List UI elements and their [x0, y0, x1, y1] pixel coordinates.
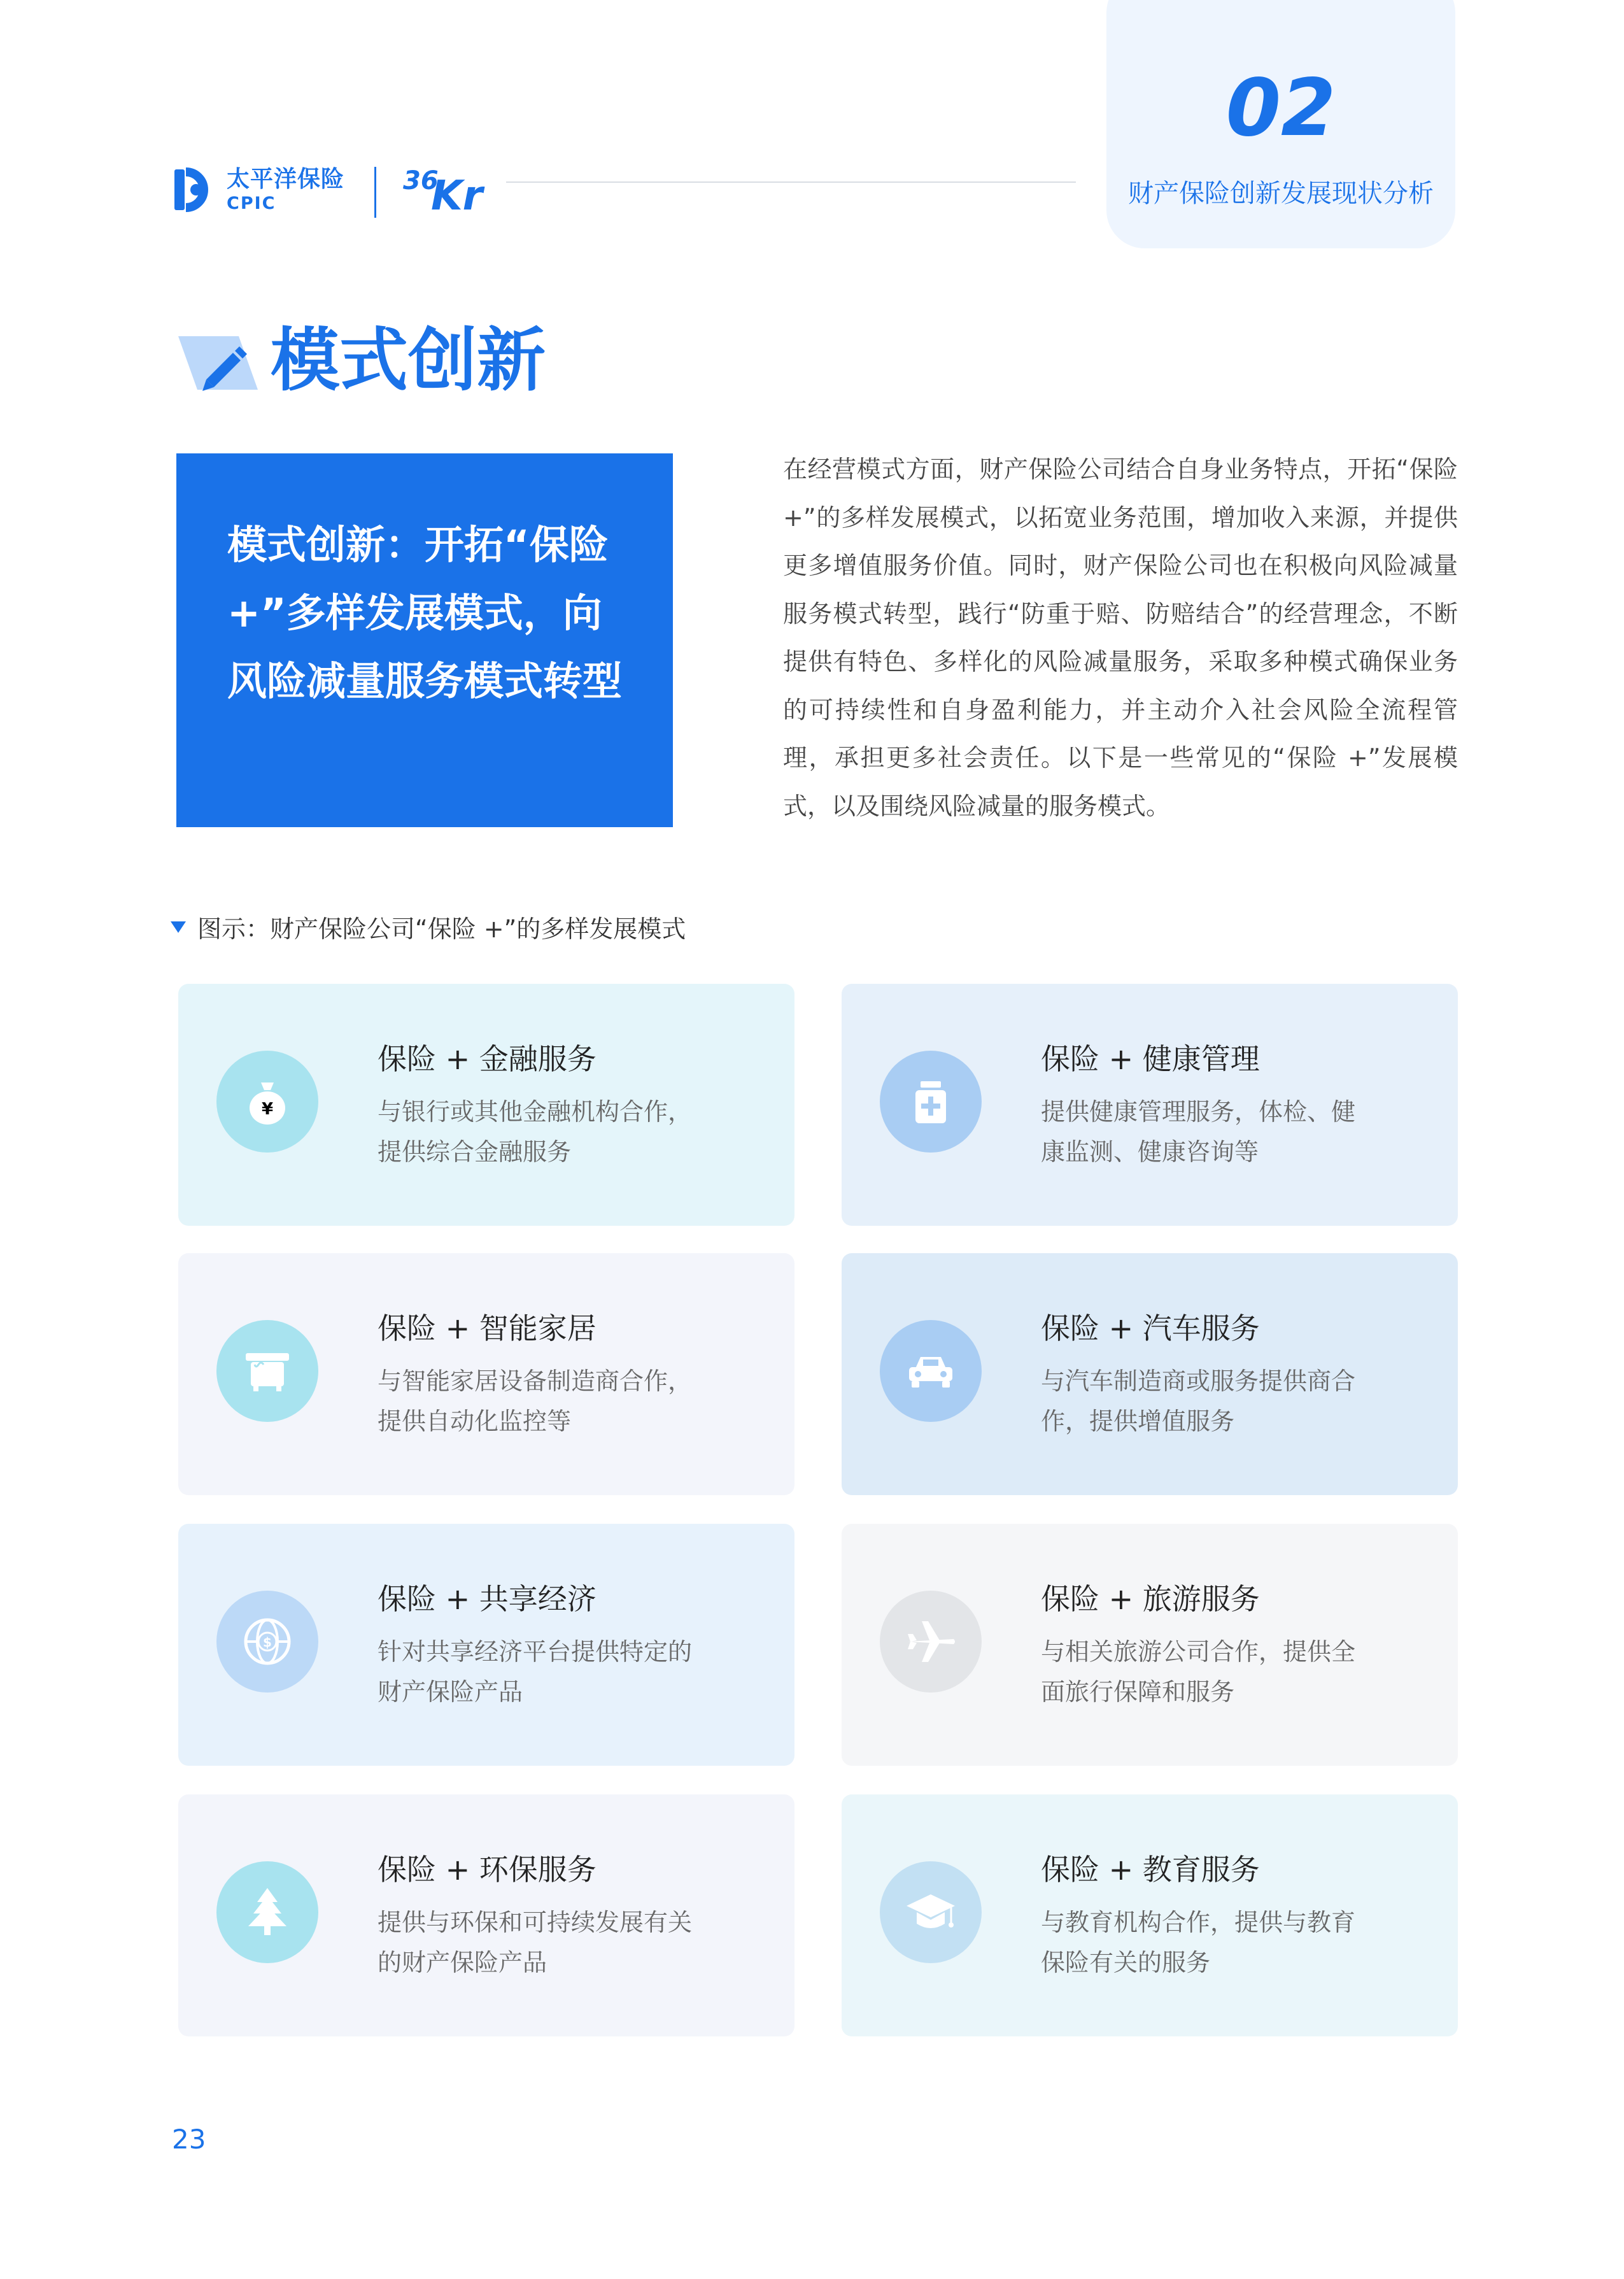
- card-description: 提供健康管理服务，体检、健康监测、健康咨询等: [1041, 1098, 1356, 1166]
- summary-text: 模式创新：开拓“保险 +”多样发展模式，向风险减量服务模式转型: [227, 522, 623, 704]
- card-description: 与教育机构合作，提供与教育保险有关的服务: [1041, 1908, 1356, 1977]
- cpic-logo: [172, 167, 344, 213]
- header-rule: [506, 181, 1076, 183]
- globe-dollar-icon: [216, 1591, 318, 1693]
- card-description: 与银行或其他金融机构合作，提供综合金融服务: [378, 1098, 693, 1166]
- card-description: 与相关旅游公司合作，提供全面旅行保障和服务: [1041, 1638, 1356, 1706]
- card-smart-home: [178, 1253, 794, 1495]
- intro-paragraph: 在经营模式方面，财产保险公司结合自身业务特点，开拓“保险 +”的多样发展模式，以拓宽业务范围，增加收入来源，并提供更多增值服务价值。同时，财产保险公司也在积极向风险减量服务模式转型，践行“防重于赔、防赔结合”的经营理念，不断提供有特色、多样化的风险减量服务，采取多种模式确保业务的可持续性和自身盈利能力，并主动介入社会风险全流程管理，承担更多社会责任。以下是一些常见的“保险 +”发展模式，以及围绕风险减量的服务模式。: [783, 455, 1458, 820]
- card-description: 与智能家居设备制造商合作，提供自动化监控等: [378, 1367, 693, 1435]
- summary-box: [176, 453, 673, 827]
- card-education: [842, 1794, 1458, 2036]
- card-title: 保险 + 环保服务: [378, 1852, 597, 1887]
- card-title: 保险 + 金融服务: [378, 1042, 597, 1076]
- cpic-logo-icon: [172, 167, 218, 213]
- page-number: 23: [172, 2124, 206, 2155]
- figure-caption: [171, 909, 686, 944]
- brand-name-en: CPIC: [227, 193, 276, 213]
- svg-text:¥: ¥: [261, 1100, 274, 1119]
- caption-triangle-icon: [171, 921, 186, 933]
- card-travel: [842, 1524, 1458, 1766]
- card-auto: [842, 1253, 1458, 1495]
- card-environment: [178, 1794, 794, 2036]
- money-bag-icon: [216, 1051, 318, 1153]
- section-title: 模式创新: [271, 321, 546, 401]
- card-health: [842, 984, 1458, 1226]
- card-description: 提供与环保和可持续发展有关的财产保险产品: [378, 1908, 693, 1977]
- caption-text: 图示：财产保险公司“保险 +”的多样发展模式: [197, 915, 686, 943]
- airplane-icon: [880, 1591, 982, 1693]
- card-title: 保险 + 教育服务: [1041, 1852, 1260, 1887]
- medicine-bottle-icon: [880, 1051, 982, 1153]
- svg-text:$: $: [263, 1635, 272, 1650]
- card-title: 保险 + 健康管理: [1041, 1042, 1260, 1076]
- smart-home-device-icon: [216, 1320, 318, 1422]
- card-description: 针对共享经济平台提供特定的财产保险产品: [378, 1638, 693, 1706]
- pencil-icon: [178, 331, 258, 395]
- card-title: 保险 + 智能家居: [378, 1311, 597, 1345]
- car-icon: [880, 1320, 982, 1422]
- chapter-number: 02: [1225, 62, 1336, 154]
- graduation-cap-icon: [880, 1861, 982, 1963]
- chapter-title: 财产保险创新发展现状分析: [1128, 179, 1434, 208]
- card-sharing-economy: [178, 1524, 794, 1766]
- card-title: 保险 + 汽车服务: [1041, 1311, 1260, 1345]
- card-finance: [178, 984, 794, 1226]
- card-title: 保险 + 共享经济: [378, 1582, 597, 1616]
- card-title: 保险 + 旅游服务: [1041, 1582, 1260, 1616]
- brand-name-cn: 太平洋保险: [227, 166, 345, 192]
- brand-divider: [374, 167, 376, 218]
- tree-icon: [216, 1861, 318, 1963]
- card-description: 与汽车制造商或服务提供商合作，提供增值服务: [1041, 1367, 1356, 1435]
